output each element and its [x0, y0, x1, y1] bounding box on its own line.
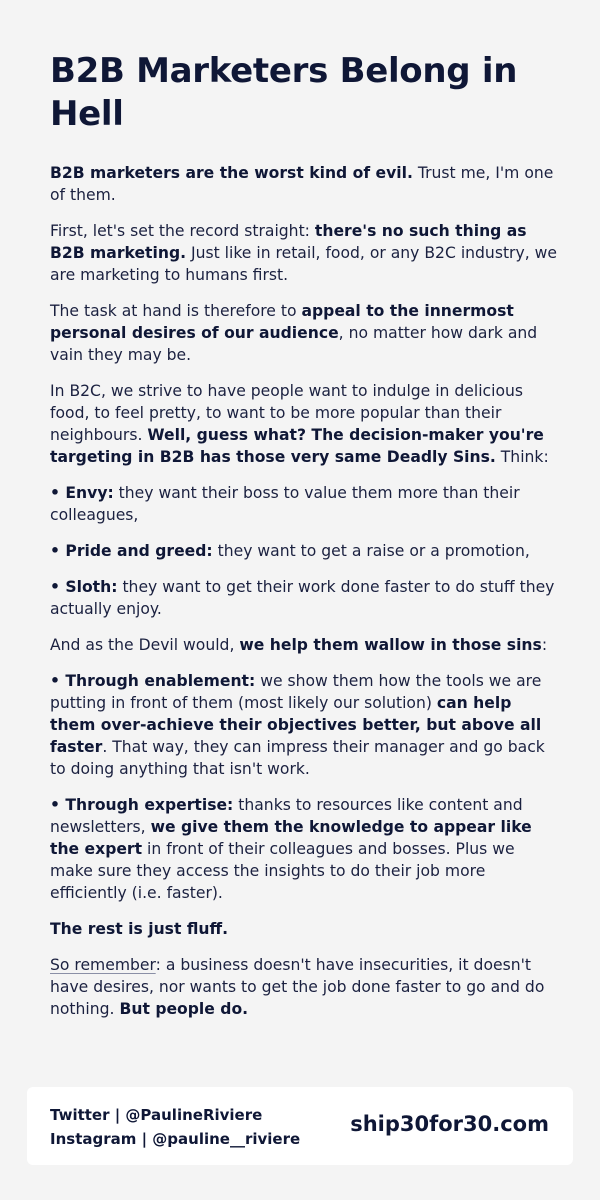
list-label: • Sloth:: [50, 578, 118, 596]
body-text: In B2C, we strive to have people want to indulge in delicious food, to feel pretty, to want to be more popular than their neighbours.: [50, 382, 524, 444]
list-item-expertise: [50, 794, 560, 904]
body-text: First, let's set the record straight:: [50, 222, 315, 240]
twitter-handle: Twitter | @PaulineRiviere: [50, 1106, 263, 1124]
bold-text: B2B marketers are the worst kind of evil.: [50, 164, 413, 182]
body-text: And as the Devil would,: [50, 636, 240, 654]
body-text: Just like in retail, food, or any B2C industry, we are marketing to humans first.: [50, 244, 557, 284]
paragraph-record-straight: [50, 220, 560, 286]
article: [50, 50, 560, 1034]
social-handles: [50, 1103, 300, 1151]
paragraph-task: [50, 300, 560, 366]
paragraph-intro: [50, 162, 560, 206]
body-text: Think:: [495, 448, 549, 466]
bold-text: we help them wallow in those sins: [239, 636, 542, 654]
body-text: , no matter how dark and vain they may be.: [50, 324, 538, 364]
body-text: in front of their colleagues and bosses. Plus we make sure they access the insights to do their job more efficiently (i.e. faster).: [50, 840, 515, 902]
list-item-sloth: [50, 576, 560, 620]
paragraph-b2c: [50, 380, 560, 468]
list-item-enablement: [50, 670, 560, 780]
paragraph-fluff: [50, 918, 560, 940]
bold-text: there's no such thing as B2B marketing.: [50, 222, 527, 262]
paragraph-devil: [50, 634, 560, 656]
underlined-text: So remember: [50, 956, 156, 974]
bold-text: we give them the knowledge to appear like the expert: [50, 818, 532, 858]
body-text: The task at hand is therefore to: [50, 302, 302, 320]
bold-text: But people do.: [119, 1000, 249, 1018]
instagram-handle: Instagram | @pauline__riviere: [50, 1130, 301, 1148]
list-label: • Through enablement:: [50, 672, 256, 690]
article-title: B2B Marketers Belong in Hell: [50, 51, 518, 134]
body-text: Trust me, I'm one of them.: [50, 164, 554, 204]
bold-text: Well, guess what? The decision-maker you're targeting in B2B has those very same Deadly Sins.: [50, 426, 544, 466]
body-text: thanks to resources like content and newsletters,: [50, 796, 523, 836]
body-text: we show them how the tools we are putting in front of them (most likely our solution): [50, 672, 542, 712]
list-item-pride: [50, 540, 560, 562]
body-text: . That way, they can impress their manager and go back to doing anything that isn't work.: [50, 738, 545, 778]
body-text: they want their boss to value them more than their colleagues,: [50, 484, 520, 524]
list-label: • Envy:: [50, 484, 114, 502]
footer-card: [27, 1087, 573, 1165]
site-name: ship30for30.com: [350, 1112, 549, 1136]
bold-text: appeal to the innermost personal desires of our audience: [50, 302, 514, 342]
body-text: they want to get a raise or a promotion,: [212, 542, 530, 560]
bold-text: The rest is just fluff.: [50, 920, 229, 938]
list-item-envy: [50, 482, 560, 526]
list-label: • Pride and greed:: [50, 542, 213, 560]
list-label: • Through expertise:: [50, 796, 234, 814]
paragraph-conclusion: [50, 954, 560, 1020]
body-text: : a business doesn't have insecurities, it doesn't have desires, nor wants to get the job done faster to go and do nothing.: [50, 956, 545, 1018]
bold-text: can help them over-achieve their objectives better, but above all faster: [50, 694, 542, 756]
body-text: :: [541, 636, 548, 654]
body-text: they want to get their work done faster to do stuff they actually enjoy.: [50, 578, 555, 618]
